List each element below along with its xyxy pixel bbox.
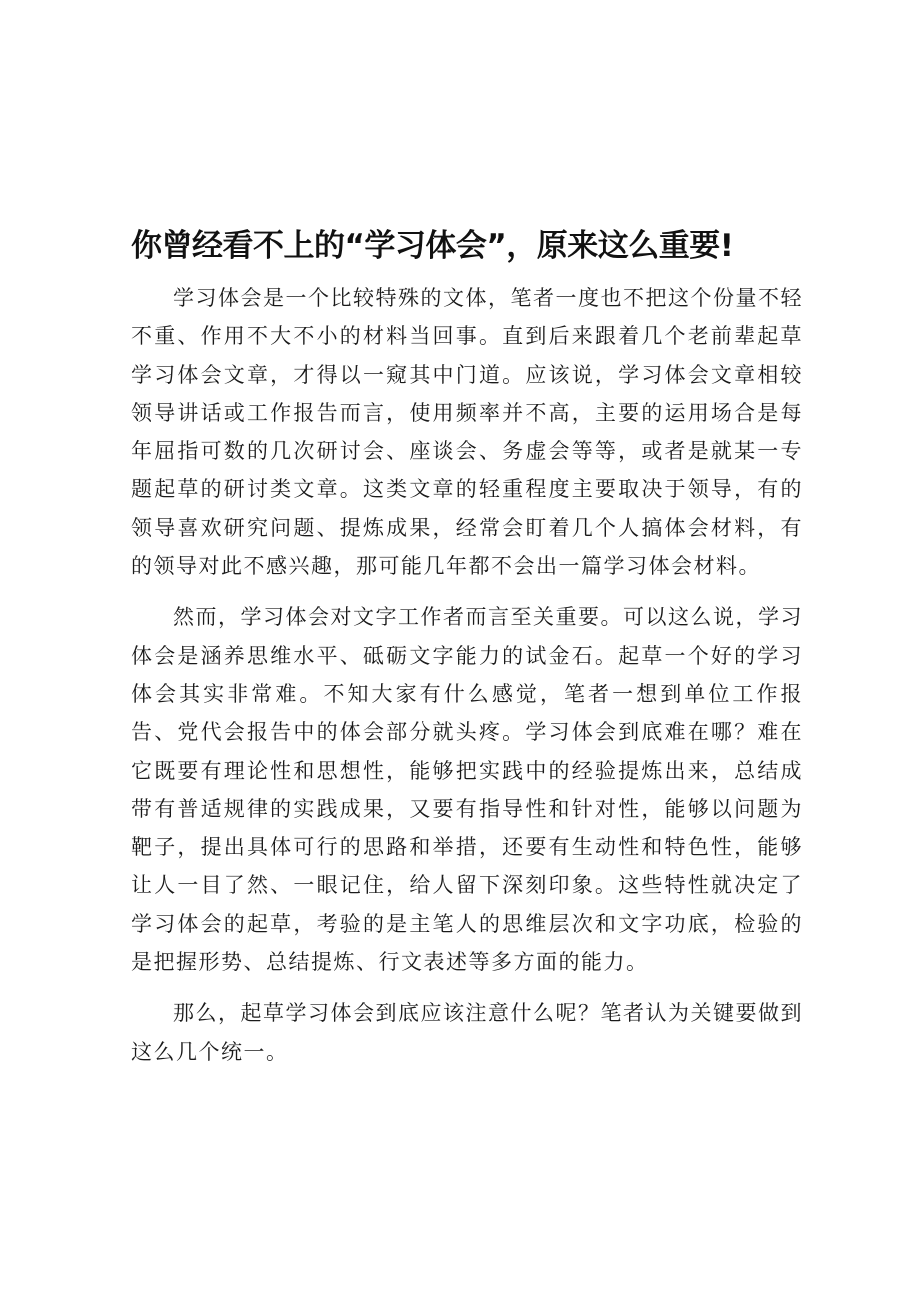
paragraph-2: 然而，学习体会对文字工作者而言至关重要。可以这么说，学习体会是涵养思维水平、砥砺文字能力的试金石。起草一个好的学习体会其实非常难。不知大家有什么感觉，笔者一想到单位工作报告、党代会报告中的体会部分就头疼。学习体会到底难在哪？难在它既要有理论性和思想性，能够把实践中的经验提炼出来，总结成带有普适规律的实践成果，又要有指导性和针对性，能够以问题为靶子，提出具体可行的思路和举措，还要有生动性和特色性，能够让人一目了然、一眼记住，给人留下深刻印象。这些特性就决定了学习体会的起草，考验的是主笔人的思维层次和文字功底，检验的是把握形势、总结提炼、行文表述等多方面的能力。 [131, 605, 803, 975]
paragraph-3: 那么，起草学习体会到底应该注意什么呢？笔者认为关键要做到这么几个统一。 [131, 1001, 803, 1064]
article-body [131, 279, 803, 1084]
paragraph-1: 学习体会是一个比较特殊的文体，笔者一度也不把这个份量不轻不重、作用不大不小的材料当回事。直到后来跟着几个老前辈起草学习体会文章，才得以一窥其中门道。应该说，学习体会文章相较领导讲话或工作报告而言，使用频率并不高，主要的运用场合是每年屈指可数的几次研讨会、座谈会、务虚会等等，或者是就某一专题起草的研讨类文章。这类文章的轻重程度主要取决于领导，有的领导喜欢研究问题、提炼成果，经常会盯着几个人搞体会材料，有的领导对此不感兴趣，那可能几年都不会出一篇学习体会材料。 [131, 286, 803, 579]
article-title: 你曾经看不上的“学习体会”，原来这么重要! [131, 228, 734, 264]
